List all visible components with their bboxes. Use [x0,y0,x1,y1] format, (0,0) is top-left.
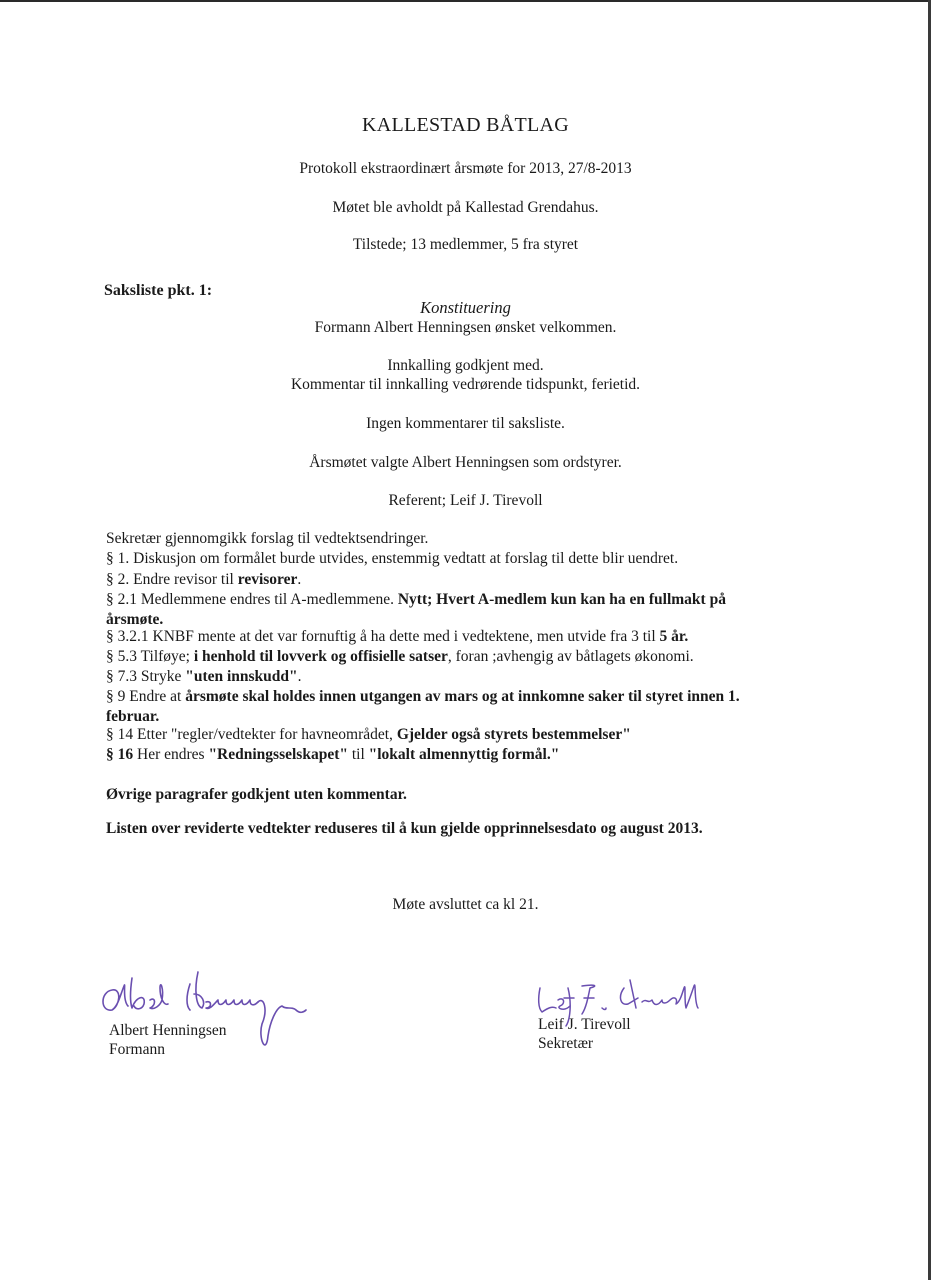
referent: Referent; Leif J. Tirevoll [388,492,543,509]
amendment-p3-2-1: § 3.2.1 KNBF mente at det var fornuftig å ha dette med i vedtektene, men utvide fra 3 til 5 år. [106,628,689,645]
agenda-heading: Konstituering [420,298,511,317]
signature-role-right: Sekretær [538,1035,594,1052]
amendment-p2-1-cont: årsmøte. [106,611,164,628]
amendment-p16: § 16 Her endres "Redningsselskapet" til "lokalt almennyttig formål." [106,746,560,763]
welcome-line: Formann Albert Henningsen ønsket velkommen. [314,319,617,336]
document-title: KALLESTAD BÅTLAG [361,114,570,136]
attendance: Tilstede; 13 medlemmer, 5 fra styret [352,236,579,253]
amendment-p2: § 2. Endre revisor til revisorer. [106,571,302,588]
amendment-p2-1: § 2.1 Medlemmene endres til A-medlemmene. Nytt; Hvert A-medlem kun kan ha en fullmakt på [106,591,726,608]
revised-list: Listen over reviderte vedtekter reduseres til å kun gjelde opprinnelsesdato og august 2013. [106,820,703,837]
scan-edge [0,0,931,2]
no-comments: Ingen kommentarer til saksliste. [366,415,565,432]
amendment-p9-cont: februar. [106,708,160,725]
protocol-subtitle: Protokoll ekstraordinært årsmøte for 2013, 27/8-2013 [299,160,632,177]
signature-role-left: Formann [109,1041,165,1058]
notice-comment: Kommentar til innkalling vedrørende tidspunkt, ferietid. [290,376,641,393]
amendment-p9: § 9 Endre at årsmøte skal holdes innen utgangen av mars og at innkomne saker til styret innen 1. [106,688,740,705]
amendment-p14: § 14 Etter "regler/vedtekter for havneområdet, Gjelder også styrets bestemmelser" [106,726,631,743]
amendment-p7-3: § 7.3 Stryke "uten innskudd". [106,668,302,685]
chair-election: Årsmøtet valgte Albert Henningsen som ordstyrer. [309,454,622,471]
meeting-closed: Møte avsluttet ca kl 21. [392,896,539,913]
amendment-p5-3: § 5.3 Tilføye; i henhold til lovverk og offisielle satser, foran ;avhengig av båtlagets økonomi. [106,648,694,665]
meeting-location: Møtet ble avholdt på Kallestad Grendahus. [332,199,599,216]
amendment-p1: § 1. Diskusjon om formålet burde utvides, enstemmig vedtatt at forslag til dette blir uendret. [106,550,679,567]
notice-approved: Innkalling godkjent med. [387,357,544,374]
agenda-label: Saksliste pkt. 1: [104,282,213,299]
others-approved: Øvrige paragrafer godkjent uten kommentar. [106,786,407,803]
amendments-intro: Sekretær gjennomgikk forslag til vedtektsendringer. [106,530,429,547]
signature-name-left: Albert Henningsen [109,1022,227,1039]
signature-name-right: Leif J. Tirevoll [538,1016,631,1033]
